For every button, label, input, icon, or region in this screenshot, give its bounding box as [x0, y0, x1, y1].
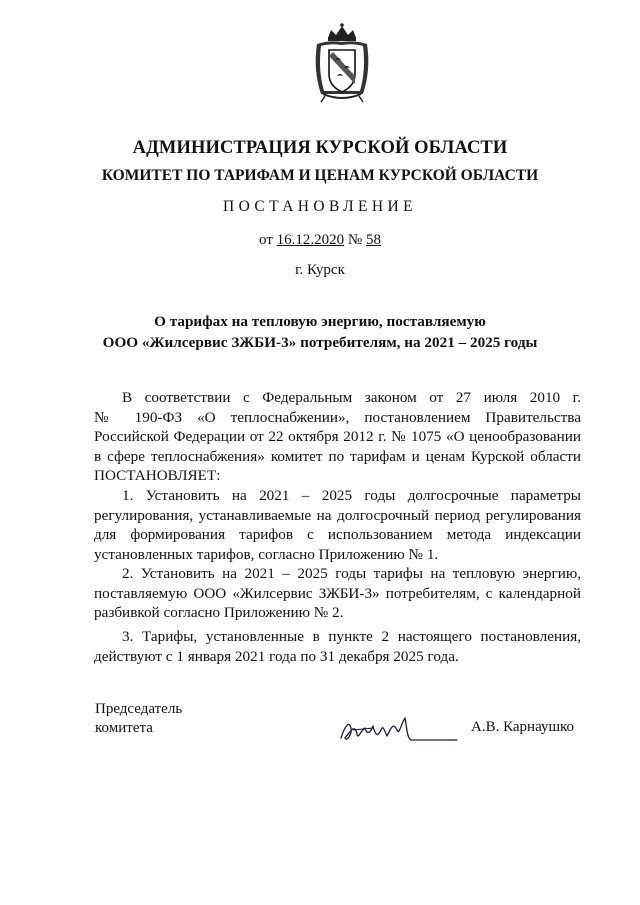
item-line: установленных тарифов, согласно Приложению № 1.	[94, 545, 439, 563]
preamble-line: В соответствии с Федеральным законом от 27 июля 2010 г.	[122, 389, 581, 406]
item-line: поставляемую ООО «Жилсервис ЗЖБИ-3» потребителям, с календарной	[94, 584, 581, 602]
document-date: 16.12.2020	[276, 232, 345, 248]
document-number: 58	[365, 232, 381, 248]
item-line: действуют с 1 января 2021 года по 31 декабря 2025 года.	[94, 647, 459, 665]
committee-title: КОМИТЕТ ПО ТАРИФАМ И ЦЕНАМ КУРСКОЙ ОБЛАСТИ	[101, 167, 539, 184]
preamble-line: в сфере теплоснабжения» комитет по тарифам и ценам Курской области	[94, 447, 581, 465]
document-type: ПОСТАНОВЛЕНИЕ	[223, 198, 417, 215]
signatory-position	[95, 700, 182, 738]
item-line: для формирования тарифов с использованием метода индексации	[94, 526, 581, 543]
item-line: 3. Тарифы, установленные в пункте 2 настоящего постановления,	[122, 628, 581, 645]
item-3	[94, 627, 581, 666]
item-line: разбивкой согласно Приложению № 2.	[94, 604, 344, 621]
item-line: 1. Установить на 2021 – 2025 годы долгосрочные параметры	[122, 487, 581, 504]
position-line-2: комитета	[95, 720, 153, 736]
preamble-line: Российской Федерации от 22 октября 2012 г. № 1075 «О ценообразовании	[94, 428, 581, 445]
item-1	[94, 486, 581, 564]
date-prefix: от	[259, 232, 273, 248]
preamble-line-resolves: ПОСТАНОВЛЯЕТ:	[94, 467, 221, 484]
subject-line-1: О тарифах на тепловую энергию, поставляемую	[154, 313, 486, 330]
coat-of-arms-emblem	[311, 22, 373, 104]
item-2	[94, 564, 581, 623]
signatory-name: А.В. Карнаушко	[471, 719, 575, 735]
position-line-1: Председатель	[95, 701, 183, 717]
organization-title: АДМИНИСТРАЦИЯ КУРСКОЙ ОБЛАСТИ	[132, 138, 508, 158]
city: г. Курск	[295, 262, 345, 278]
item-line: 2. Установить на 2021 – 2025 годы тарифы на тепловую энергию,	[122, 565, 581, 582]
item-line: регулирования, устанавливаемые на долгосрочный период регулирования	[94, 506, 581, 524]
preamble	[94, 388, 581, 486]
number-sign: №	[347, 232, 363, 248]
handwritten-signature	[337, 708, 459, 750]
preamble-line: № 190-ФЗ «О теплоснабжении», постановлением Правительства	[94, 408, 581, 426]
date-number-line	[0, 232, 640, 249]
subject-line-2: ООО «Жилсервис ЗЖБИ-3» потребителям, на 2021 – 2025 годы	[102, 334, 538, 351]
